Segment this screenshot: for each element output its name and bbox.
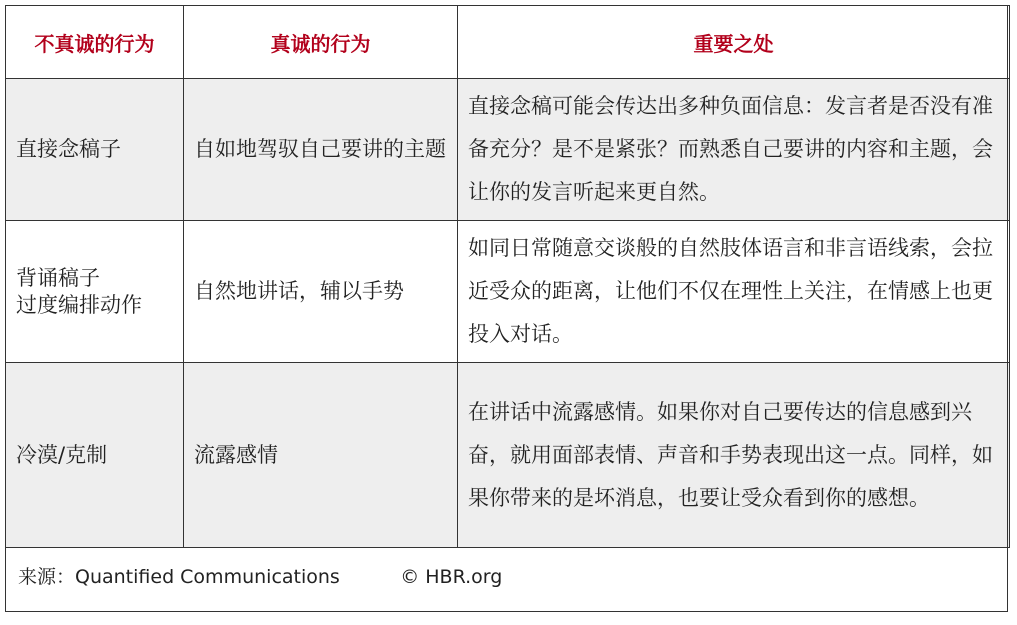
authentic-cell: 自如地驾驭自己要讲的主题 [184,79,458,221]
header-importance: 重要之处 [458,6,1010,79]
importance-cell: 在讲话中流露感情。如果你对自己要传达的信息感到兴奋，就用面部表情、声音和手势表现出这一点。同样，如果你带来的是坏消息，也要让受众看到你的感想。 [458,363,1010,548]
inauthentic-line: 背诵稿子 [16,265,100,290]
header-authentic: 真诚的行为 [184,6,458,79]
importance-cell: 如同日常随意交谈般的自然肢体语言和非言语线索，会拉近受众的距离，让他们不仅在理性上关注，在情感上也更投入对话。 [458,221,1010,363]
inauthentic-cell: 直接念稿子 [6,79,184,221]
importance-cell: 直接念稿可能会传达出多种负面信息：发言者是否没有准备充分？是不是紧张？而熟悉自己要讲的内容和主题，会让你的发言听起来更自然。 [458,79,1010,221]
inauthentic-line: 过度编排动作 [16,292,142,317]
table-frame [5,5,1008,612]
source-label: 来源：Quantified Communications [18,566,340,588]
inauthentic-cell: 冷漠/克制 [6,363,184,548]
header-inauthentic: 不真诚的行为 [6,6,184,79]
authentic-cell: 流露感情 [184,363,458,548]
copyright-label: © HBR.org [400,566,503,588]
authentic-cell: 自然地讲话，辅以手势 [184,221,458,363]
source-line [18,562,502,589]
